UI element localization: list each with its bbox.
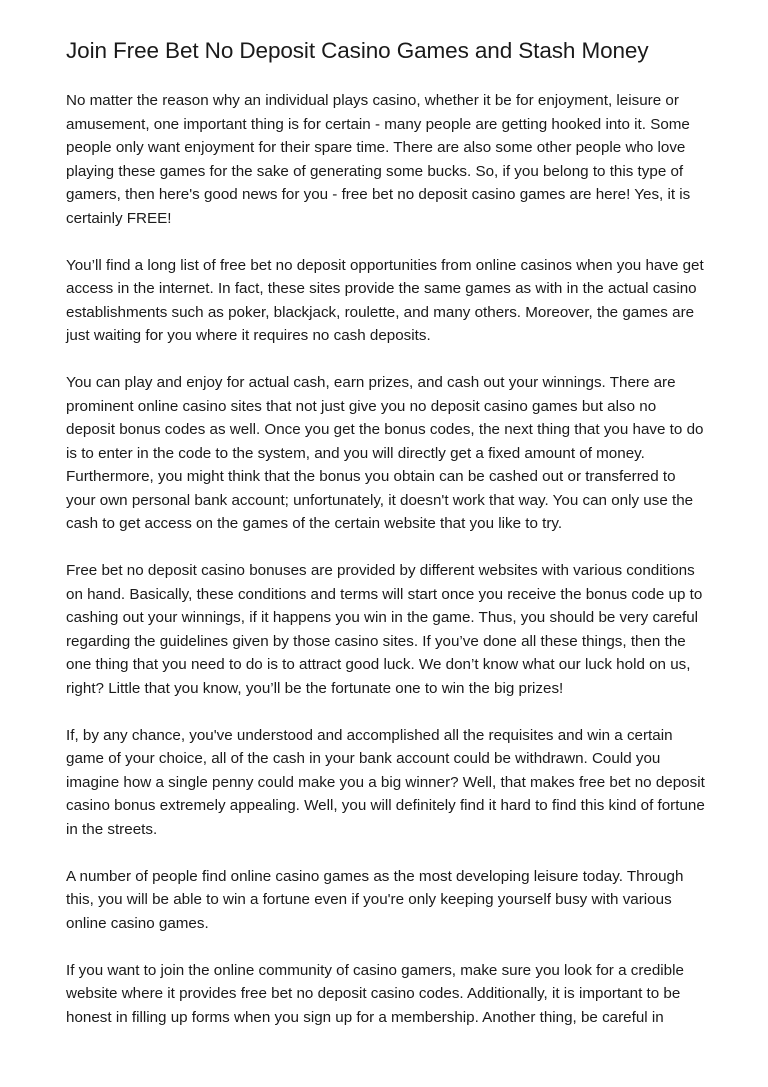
- paragraph-1: No matter the reason why an individual plays casino, whether it be for enjoyment, leisure or amusement, one important thing is for certain - many people are getting hooked into it. Some people only want enjoyment for their spare time. There are also some other people who love playing these games for the sake of generating some bucks. So, if you belong to this type of gamers, then here's good news for you - free bet no deposit casino games are here! Yes, it is certainly FREE!: [66, 92, 691, 227]
- paragraph-6: A number of people find online casino games as the most developing leisure today. Through this, you will be able to win a fortune even if you're only keeping yourself busy with various online casino games.: [66, 867, 684, 932]
- paragraph-5: If, by any chance, you've understood and accomplished all the requisites and win a certain game of your choice, all of the cash in your bank account could be withdrawn. Could you imagine how a single penny could make you a big winner? Well, that makes free bet no deposit casino bonus extremely appealing. Well, you will definitely find it hard to find this kind of fortune in the streets.: [66, 726, 705, 838]
- page-title: Join Free Bet No Deposit Casino Games and Stash Money: [66, 38, 649, 63]
- paragraph-3: You can play and enjoy for actual cash, earn prizes, and cash out your winnings. There are prominent online casino sites that not just give you no deposit casino games but also no deposit bonus codes as well. Once you get the bonus codes, the next thing that you have to do is to enter in the code to the system, and you will directly get a fixed amount of money. Furthermore, you might think that the bonus you obtain can be cashed out or transferred to your own personal bank account; unfortunately, it doesn't work that way. You can only use the cash to get access on the games of the certain website that you like to try.: [66, 374, 704, 532]
- paragraph-7: If you want to join the online community of casino gamers, make sure you look for a credible website where it provides free bet no deposit casino codes. Additionally, it is important to be honest in filling up forms when you sign up for a membership. Another thing, be careful in: [66, 961, 684, 1026]
- paragraph-4: Free bet no deposit casino bonuses are provided by different websites with various conditions on hand. Basically, these conditions and terms will start once you receive the bonus code up to cashing out your winnings, if it happens you win in the game. Thus, you should be very careful regarding the guidelines given by those casino sites. If you’ve done all these things, then the one thing that you need to do is to attract good luck. We don’t know what our luck hold on us, right? Little that you know, you’ll be the fortunate one to win the big prizes!: [66, 562, 703, 697]
- paragraph-2: You’ll find a long list of free bet no deposit opportunities from online casinos when you have get access in the internet. In fact, these sites provide the same games as with in the actual casino establishments such as poker, blackjack, roulette, and many others. Moreover, the games are just waiting for you where it requires no cash deposits.: [66, 256, 704, 344]
